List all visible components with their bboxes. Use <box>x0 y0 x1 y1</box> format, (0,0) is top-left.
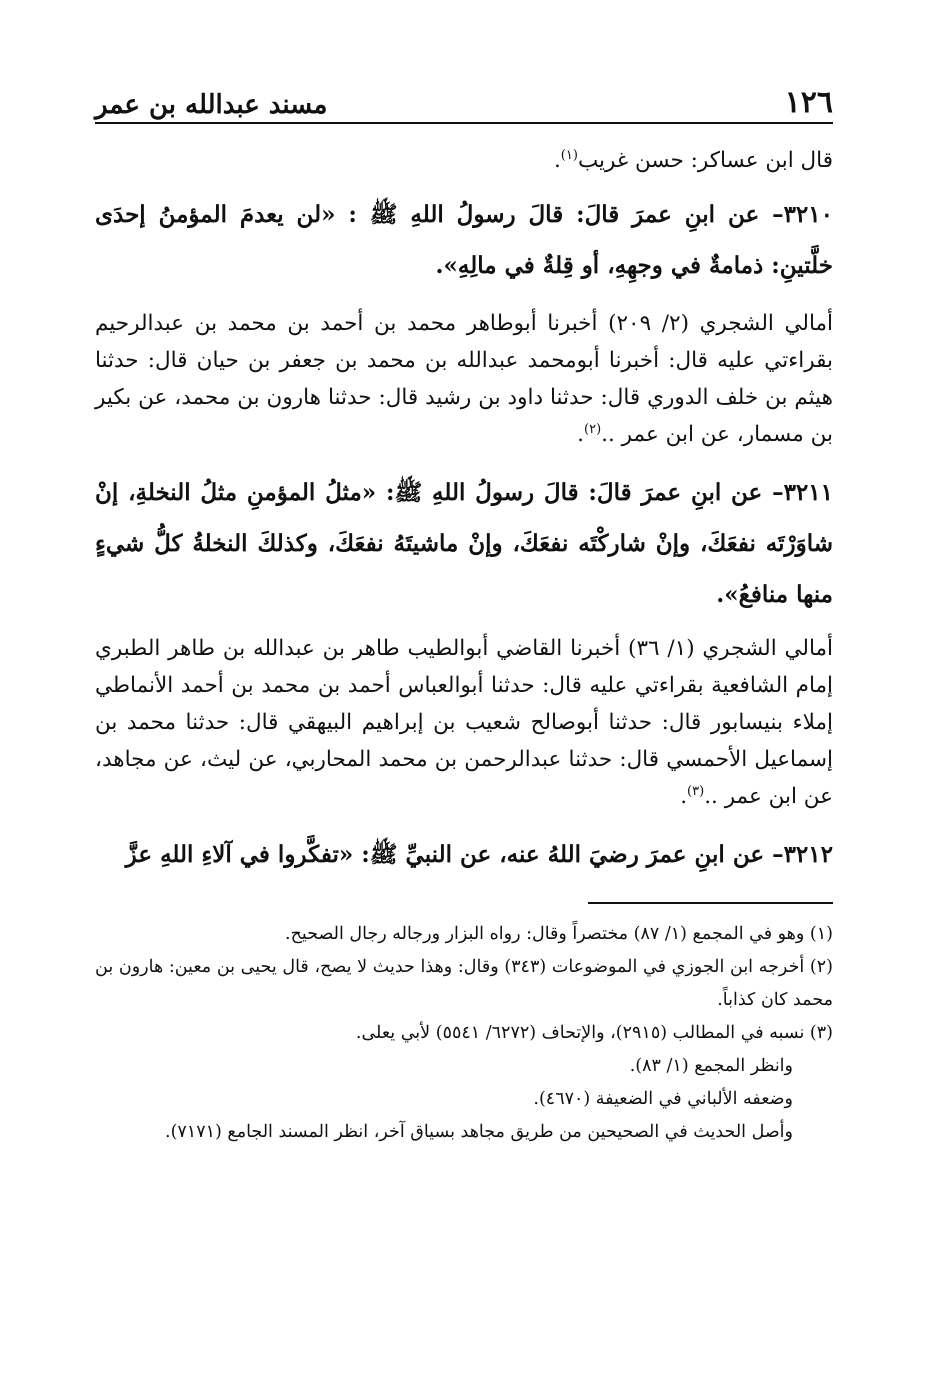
page-content <box>95 142 833 880</box>
page-number: ١٢٦ <box>784 85 833 120</box>
footnote-3-continuation: وضعفه الألباني في الضعيفة (٤٦٧٠). <box>533 1089 793 1109</box>
footnote-3-continuation: وأصل الحديث في الصحيحين من طريق مجاهد بسياق آخر، انظر المسند الجامع (٧١٧١). <box>165 1122 793 1142</box>
paragraph-end: . <box>577 422 585 447</box>
footnote-reference: (١) <box>560 147 578 163</box>
paragraph-text: قال ابن عساكر: حسن غريب <box>577 148 833 173</box>
footnote-3-continuation: وانظر المجمع (١/ ٨٣). <box>629 1056 793 1076</box>
paragraph-text: أمالي الشجري (١/ ٣٦) أخبرنا القاضي أبوالطيب طاهر بن عبدالله بن طاهر الطبري إمام الشافعية بقراءتي عليه قال: حدثنا أبوالعباس أحمد بن محمد بن أحمد الأنماطي إملاء بنيسابور قال: حدثنا أبوصالح شعيب بن إبراهيم البيهقي قال: حدثنا محمد بن إسماعيل الأحمسي قال: حدثنا عبدالرحمن بن محمد المحاربي، عن ليث، عن مجاهد، عن ابن عمر .. <box>95 636 834 809</box>
footnote-2: (٢) أخرجه ابن الجوزي في الموضوعات (٣٤٣) وقال: وهذا حديث لا يصح، قال يحيى بن معين: هارون بن محمد كان كذاباً. <box>95 957 833 1010</box>
footnote-reference: (٢) <box>584 421 602 437</box>
isnad-paragraph <box>95 630 833 815</box>
footnote-reference: (٣) <box>687 783 705 799</box>
footnote-1: (١) وهو في المجمع (١/ ٨٧) مختصراً وقال: رواه البزار ورجاله رجال الصحيح. <box>285 924 833 944</box>
paragraph-end: . <box>680 784 688 809</box>
isnad-paragraph <box>95 305 833 453</box>
paragraph-end: . <box>553 148 561 173</box>
footnote-separator <box>588 902 833 904</box>
commentary-paragraph <box>95 142 833 179</box>
page-header <box>95 78 833 124</box>
running-title: مسند عبدالله بن عمر <box>95 90 328 120</box>
footnote-3: (٣) نسبه في المطالب (٢٩١٥)، والإتحاف (٦٢٧٢/ ٥٥٤١) لأبي يعلى. <box>355 1023 833 1043</box>
book-page <box>95 78 833 1338</box>
paragraph-text: أمالي الشجري (٢/ ٢٠٩) أخبرنا أبوطاهر محمد بن أحمد بن محمد بن عبدالرحيم بقراءتي عليه قال: أخبرنا أبومحمد عبدالله بن محمد بن جعفر بن حيان قال: حدثنا هيثم بن خلف الدوري قال: حدثنا داود بن رشيد قال: حدثنا هارون بن محمد، عن بكير بن مسمار، عن ابن عمر .. <box>95 311 833 447</box>
footnotes <box>95 918 833 1149</box>
hadith-3210: ٣٢١٠– عن ابنِ عمرَ قالَ: قالَ رسولُ اللهِ ﷺ : «لن يعدمَ المؤمنُ إحدَى خلَّتينِ: ذمامةٌ في وجهِهِ، أو قِلةٌ في مالِهِ». <box>95 201 833 279</box>
hadith-3211: ٣٢١١– عن ابنِ عمرَ قالَ: قالَ رسولُ اللهِ ﷺ: «مثلُ المؤمنِ مثلُ النخلةِ، إنْ شاوَرْتَه نفعَكَ، وإنْ شاركْتَه نفعَكَ، وإنْ ماشيتَهُ نفعَكَ، وكذلكَ النخلةُ كلُّ شيءٍ منها منافعُ». <box>95 479 833 608</box>
hadith-3212: ٣٢١٢– عن ابنِ عمرَ رضيَ اللهُ عنه، عن النبيِّ ﷺ: «تفكَّروا في آلاءِ اللهِ عزَّ <box>125 841 833 868</box>
